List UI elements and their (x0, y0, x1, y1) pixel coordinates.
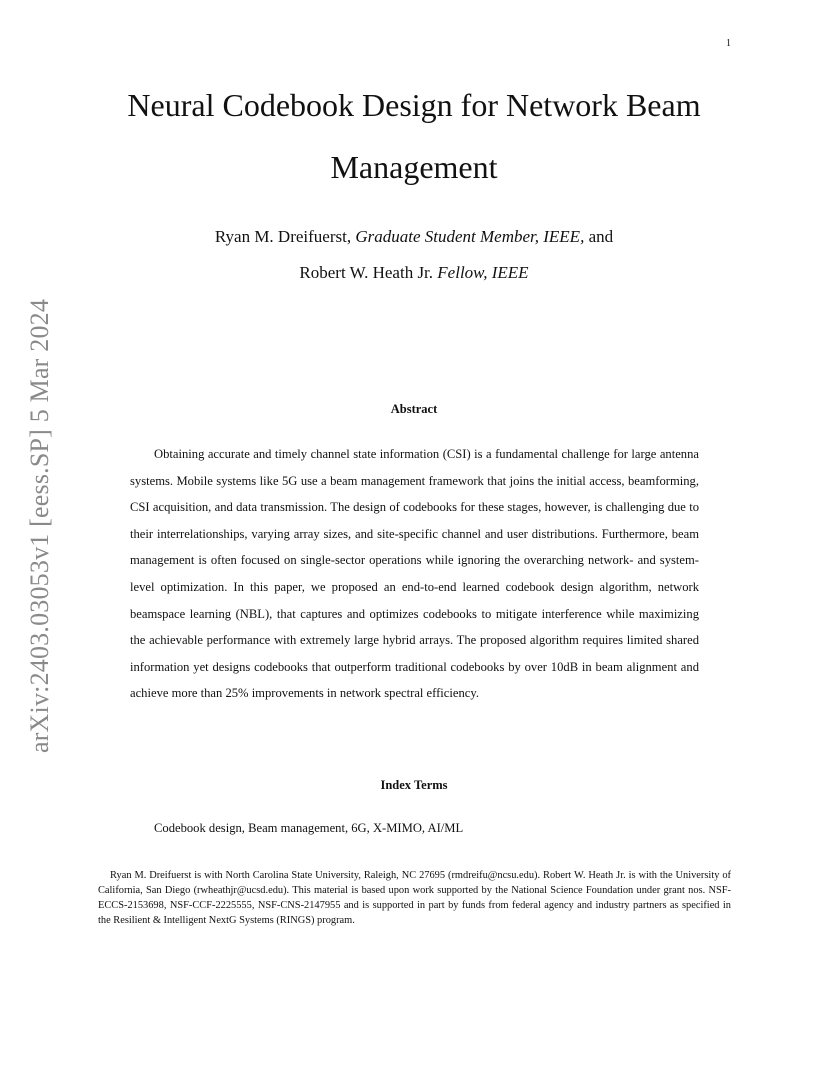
author-footnote: Ryan M. Dreifuerst is with North Carolina State University, Raleigh, NC 27695 (rmdreifu@ncsu.edu). Robert W. Heath Jr. is with the University of California, San Diego (rwheathjr@ucsd.edu). This material is based upon work supported by the National Science Foundation under grant nos. NSF-ECCS-2153698, NSF-CCF-2225555, NSF-CNS-2147955 and is supported in part by funds from federal agency and industry partners as specified in the Resilient & Intelligent NextG Systems (RINGS) program. (98, 870, 731, 926)
page-number: 1 (726, 38, 731, 49)
author-affiliation: Fellow, IEEE (437, 263, 529, 282)
author-line-1 (100, 219, 728, 255)
index-terms-text: Codebook design, Beam management, 6G, X-MIMO, AI/ML (154, 821, 464, 835)
author-line-2 (100, 255, 728, 291)
author-block (100, 219, 728, 291)
index-terms-heading: Index Terms (380, 778, 448, 792)
abstract-text: Obtaining accurate and timely channel state information (CSI) is a fundamental challenge for large antenna systems. Mobile systems like 5G use a beam management framework that joins the initial access, beamforming, CSI acquisition, and data transmission. The design of codebooks for these stages, however, is challenging due to their interrelationships, varying array sizes, and site-specific channel and user distributions. Furthermore, beam management is often focused on single-sector operations while ignoring the overarching network- and system-level optimization. In this paper, we proposed an end-to-end learned codebook design algorithm, network beamspace learning (NBL), that captures and optimizes codebooks to mitigate interference while maximizing the achievable performance with extremely large hybrid arrays. The proposed algorithm requires limited shared information yet designs codebooks that outperform traditional codebooks by over 10dB in beam alignment and achieve more than 25% improvements in network spectral efficiency. (130, 447, 699, 701)
author-name: Ryan M. Dreifuerst, (214, 227, 352, 246)
author-affiliation: Graduate Student Member, IEEE, (355, 227, 585, 246)
abstract-heading: Abstract (390, 402, 438, 416)
author-name: Robert W. Heath Jr. (299, 263, 434, 282)
paper-title: Neural Codebook Design for Network Beam Management (127, 87, 701, 185)
arxiv-identifier-stamp: arXiv:2403.03053v1 [eess.SP] 5 Mar 2024 (25, 298, 54, 754)
author-conjunction: and (588, 227, 614, 246)
